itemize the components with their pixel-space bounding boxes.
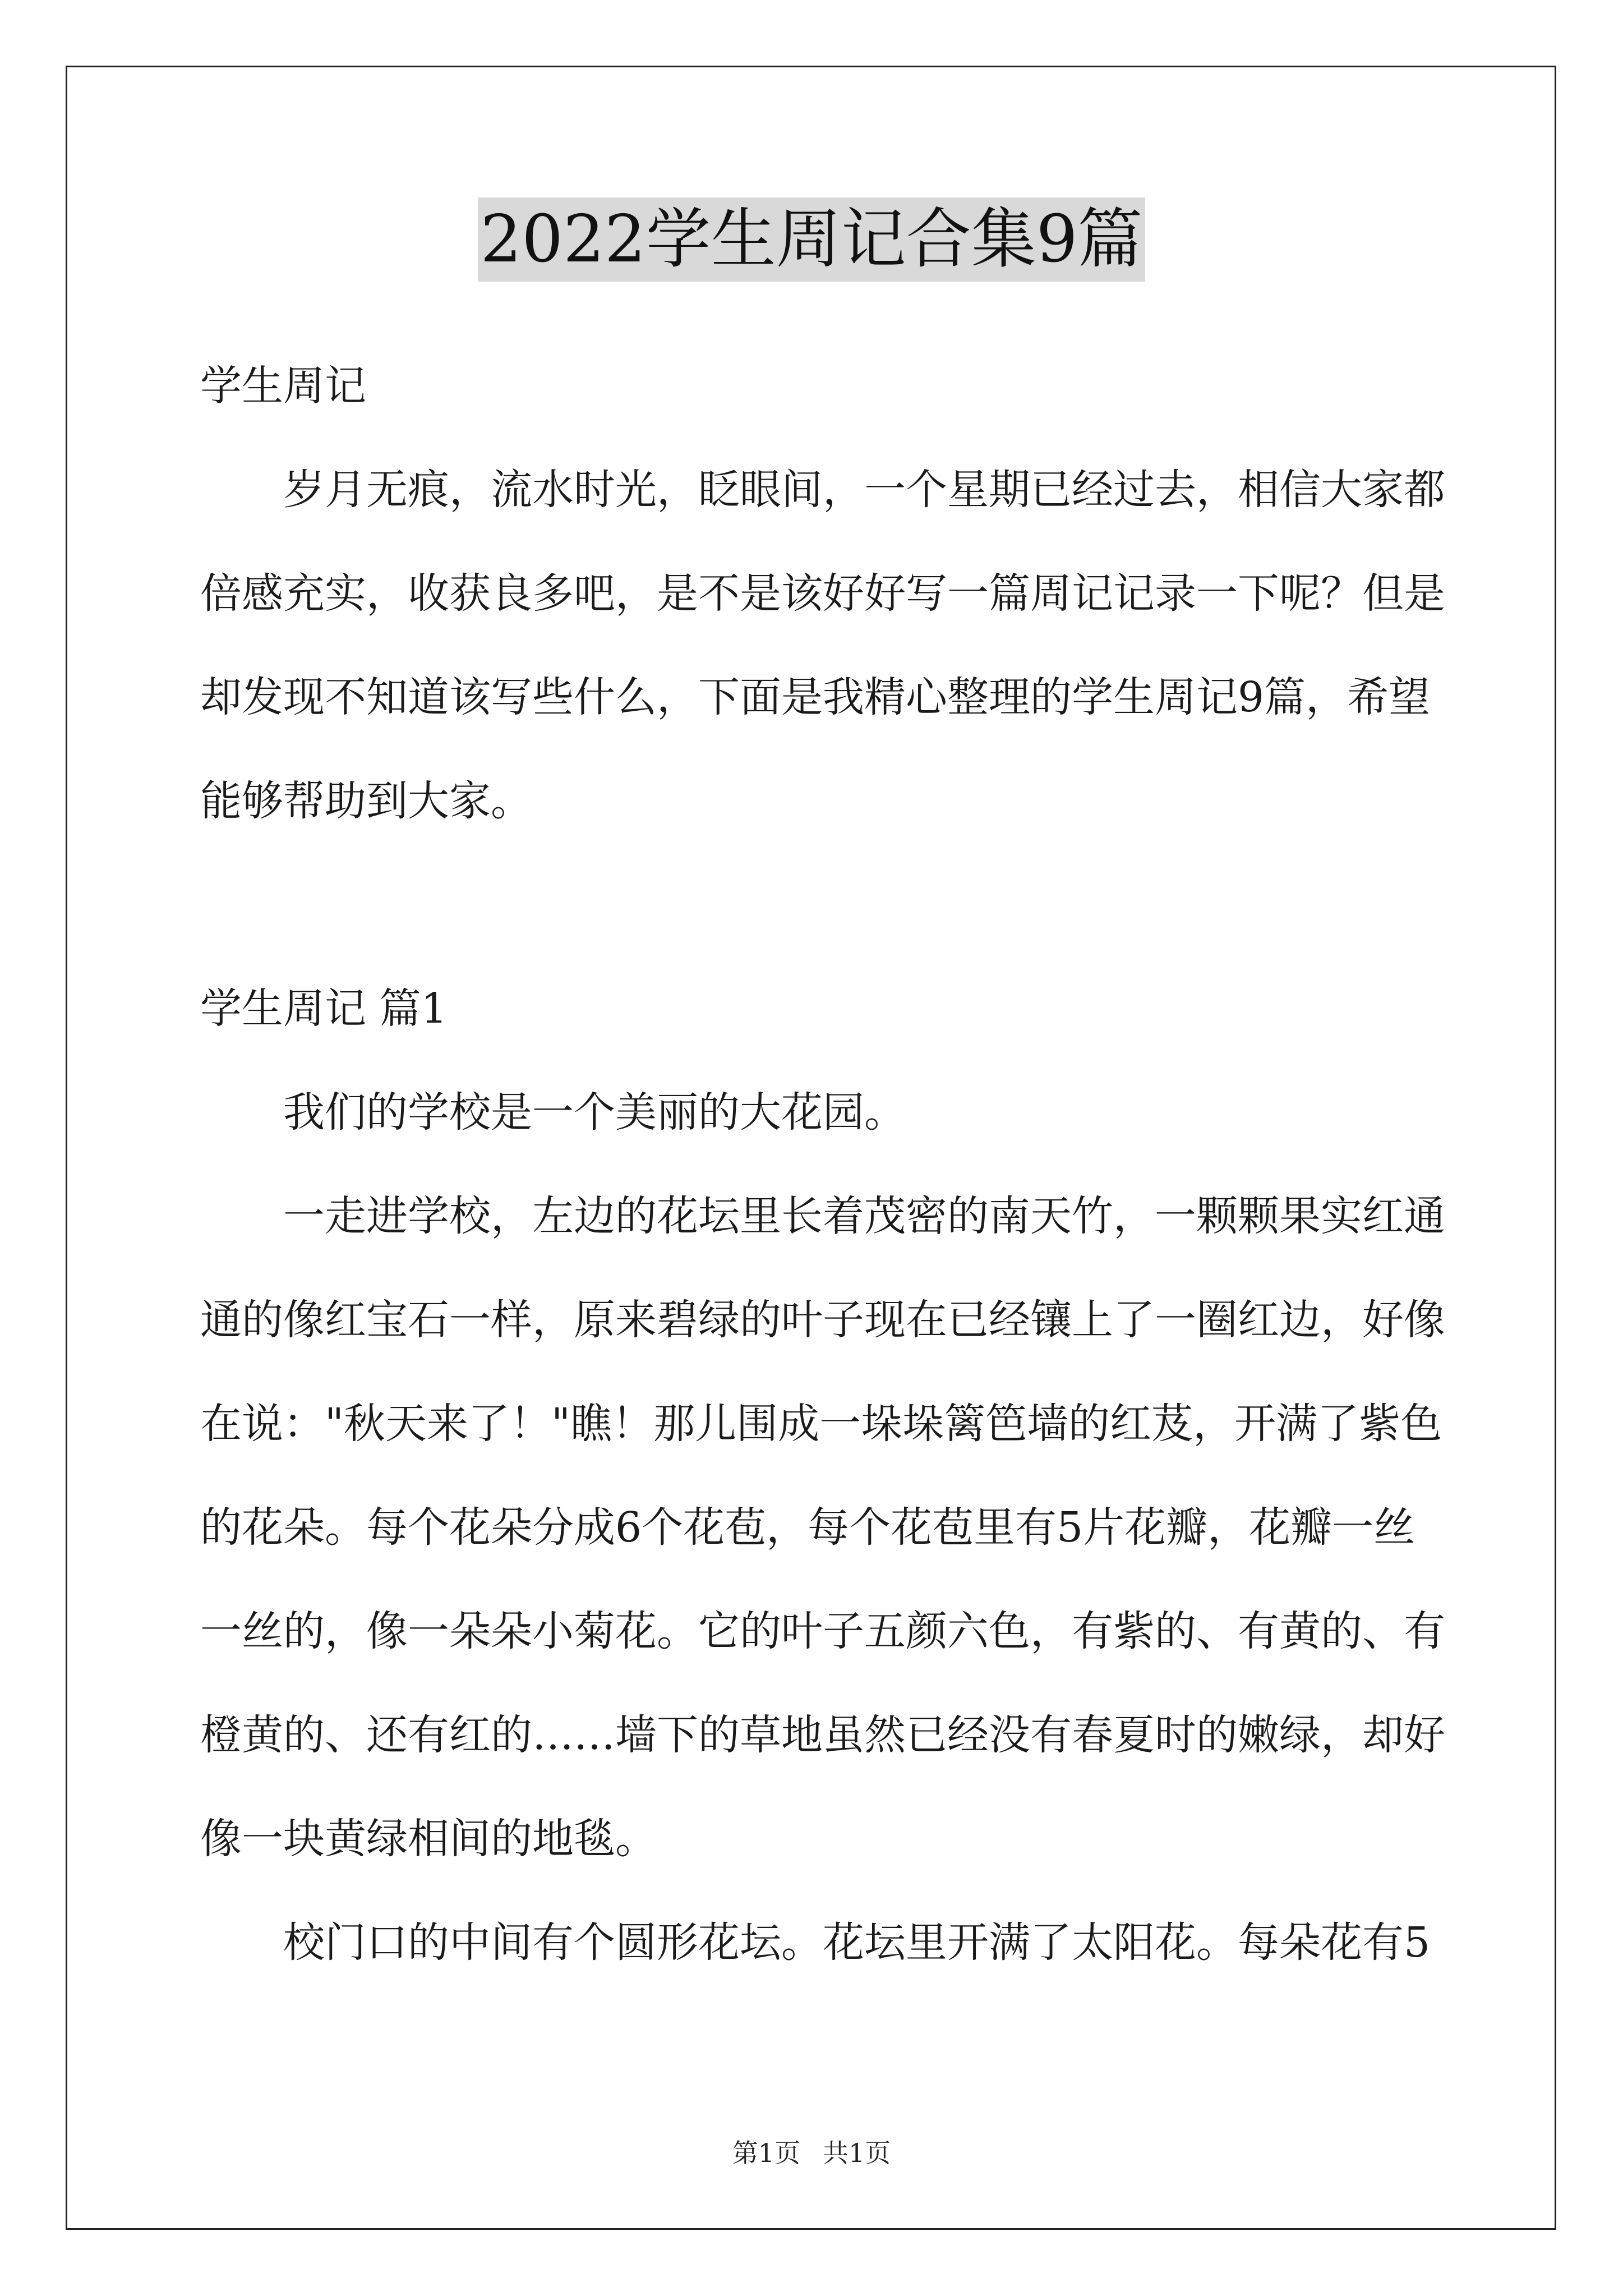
page-number: 第1页 [732, 2138, 800, 2168]
section-paragraph-2-line: 一丝的，像一朵朵小菊花。它的叶子五颜六色，有紫的、有黄的、有 [200, 1607, 1445, 1655]
paragraph-gap [200, 853, 1428, 957]
document-body [200, 334, 1445, 1995]
section-paragraph-2-line: 通的像红宝石一样，原来碧绿的叶子现在已经镶上了一圈红边，好像 [200, 1296, 1445, 1344]
document-title: 2022学生周记合集9篇 [478, 197, 1145, 282]
intro-line: 倍感充实，收获良多吧，是不是该好好写一篇周记记录一下呢？但是 [200, 569, 1445, 618]
intro-line: 能够帮助到大家。 [200, 777, 532, 825]
section-paragraph-1: 我们的学校是一个美丽的大花园。 [283, 1088, 906, 1137]
section-paragraph-2-line: 的花朵。每个花朵分成6个花苞，每个花苞里有5片花瓣，花瓣一丝 [200, 1503, 1415, 1552]
section-paragraph-2-line: 在说："秋天来了！"瞧！那儿围成一垛垛篱笆墙的红芨，开满了紫色 [200, 1400, 1442, 1448]
intro-heading: 学生周记 [200, 362, 366, 410]
section-paragraph-2-line: 像一块黄绿相间的地毯。 [200, 1815, 657, 1863]
section-paragraph-2-line: 橙黄的、还有红的……墙下的草地虽然已经没有春夏时的嫩绿，却好 [200, 1711, 1445, 1759]
intro-line: 岁月无痕，流水时光，眨眼间，一个星期已经过去，相信大家都 [283, 466, 1445, 514]
page-footer [0, 2136, 1623, 2170]
section-heading: 学生周记 篇1 [200, 984, 448, 1033]
section-paragraph-2-line: 一走进学校，左边的花坛里长着茂密的南天竹，一颗颗果实红通 [283, 1192, 1445, 1240]
intro-line: 却发现不知道该写些什么，下面是我精心整理的学生周记9篇，希望 [200, 673, 1431, 721]
section-paragraph-3-line: 校门口的中间有个圆形花坛。花坛里开满了太阳花。每朵花有5 [283, 1918, 1431, 1967]
title-wrap [0, 197, 1623, 282]
page-total: 共1页 [823, 2138, 891, 2168]
